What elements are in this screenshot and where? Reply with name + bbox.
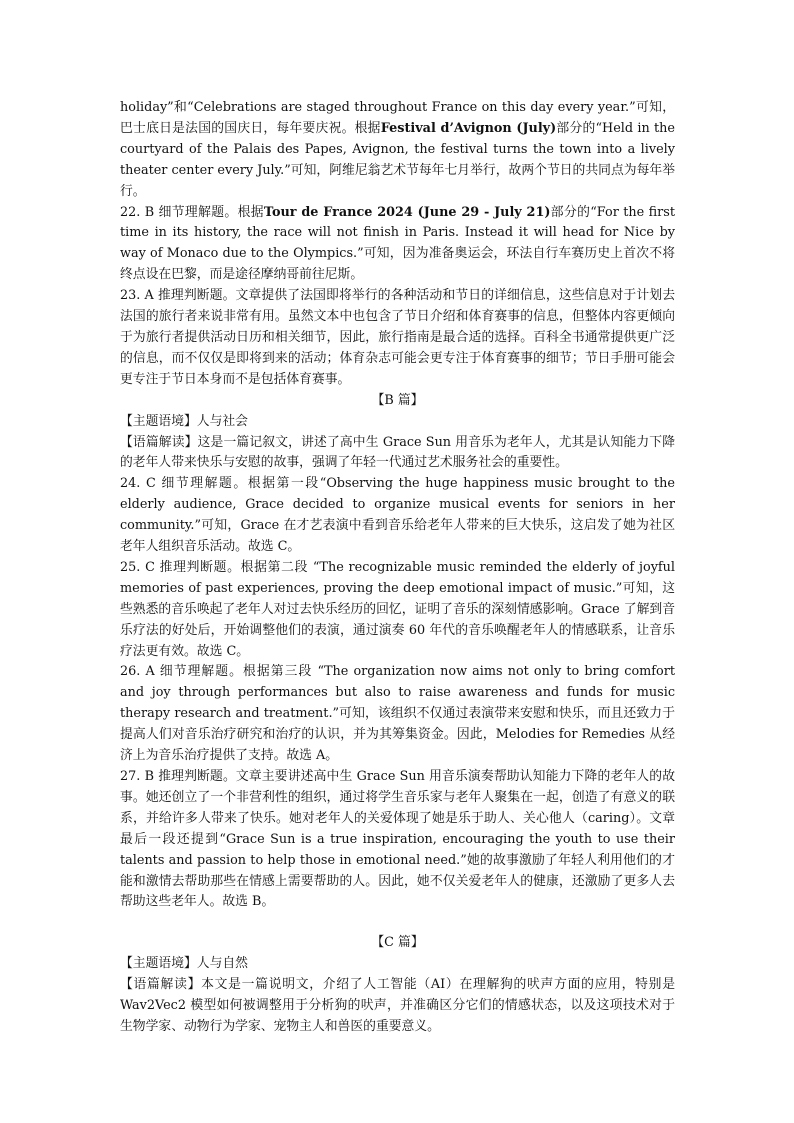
section-gap — [120, 913, 675, 933]
text-run: 【主题语境】人与社会 — [120, 413, 248, 429]
text-run: 部分的“For the first time in its history, the race will not finish in Paris. Instead it will head for Nice by way of Monaco due to the Olympics.”可知，因为准备奥运会，环法自行车赛历史上首次不将终点设在巴黎，而是途径摩纳哥前往尼斯。 — [120, 204, 675, 283]
paragraph — [120, 203, 675, 287]
paragraph — [120, 474, 675, 558]
paragraph — [120, 975, 675, 1038]
text-run: 25. C 推理判断题。根据第二段 “The recognizable music reminded the elderly of joyful memories of past experiences, proving the deep emotional impact of music.”可知，这些熟悉的音乐唤起了老年人对过去快乐经历的回忆，证明了音乐的深刻情感影响。Grace 了解到音乐疗法的好处后，开始调整他们的表演，通过演奏 60 年代的音乐唤醒老年人的情感联系，让音乐疗法更有效。故选 C。 — [120, 559, 675, 659]
text-run: 23. A 推理判断题。文章提供了法国即将举行的各种活动和节日的详细信息，这些信息对于计划去法国的旅行者来说非常有用。虽然文本中也包含了节日介绍和体育赛事的信息，但整体内容更倾向于为旅行者提供活动日历和相关细节，因此，旅行指南是最合适的选择。百科全书通常提供更广泛的信息，而不仅仅是即将到来的活动；体育杂志可能会更专注于体育赛事的细节；节日手册可能会更专注于节日本身而不是包括体育赛事。 — [120, 288, 675, 387]
section-heading — [120, 391, 675, 412]
text-run: 26. A 细节理解题。根据第三段 “The organization now aims not only to bring comfort and joy through performances but also to raise awareness and funds for music therapy research and treatment.”可知，该组织不仅通过表演带来安慰和快乐，而且还致力于提高人们对音乐治疗研究和治疗的认识，并为其筹集资金。因此，Melodies for Remedies 从经济上为音乐治疗提供了支持。故选 A。 — [120, 664, 675, 764]
paragraph — [120, 767, 675, 913]
paragraph — [120, 662, 675, 767]
text-run: 【B 篇】 — [371, 392, 424, 408]
text-run: 【语篇解读】本文是一篇说明文，介绍了人工智能（AI）在理解狗的吠声方面的应用，特别是 Wav2Vec2 模型如何被调整用于分析狗的吠声，并准确区分它们的情感状态，以及这项技术对于生物学家、动物行为学家、宠物主人和兽医的重要意义。 — [120, 977, 675, 1034]
text-run: 【主题语境】人与自然 — [120, 956, 248, 972]
text-run: 【语篇解读】这是一篇记叙文，讲述了高中生 Grace Sun 用音乐为老年人，尤其是认知能力下降的老年人带来快乐与安慰的故事，强调了年轻一代通过艺术服务社会的重要性。 — [120, 434, 675, 471]
text-run: 部分的“Held in the courtyard of the Palais des Papes, Avignon, the festival turns the town into a lively theater center every July.”可知，阿维尼翁艺术节每年七月举行，故两个节日的共同点为每年举行。 — [120, 120, 675, 199]
document-page — [120, 98, 675, 1038]
text-run: holiday”和“Celebrations are staged throughout France on this day every year.”可知，巴士底日是法国的国庆日，每年要庆祝。根据 — [120, 100, 675, 136]
paragraph — [120, 433, 675, 475]
text-run: 27. B 推理判断题。文章主要讲述高中生 Grace Sun 用音乐演奏帮助认知能力下降的老年人的故事。她还创立了一个非营利性的组织，通过将学生音乐家与老年人聚集在一起，创造了有意义的联系，并给许多人带来了快乐。她对老年人的关爱体现了她是乐于助人、关心他人（caring）。文章最后一段还提到“Grace Sun is a true inspiration, encouraging the youth to use their talents and passion to help those in emotional need.”她的故事激励了年轻人利用他们的才能和激情去帮助那些在情感上需要帮助的人。因此，她不仅关爱老年人的健康，还激励了更多人去帮助这些老年人。故选 B。 — [120, 769, 675, 910]
paragraph — [120, 98, 675, 203]
text-run: 【C 篇】 — [371, 935, 424, 951]
paragraph — [120, 412, 675, 433]
text-run: 22. B 细节理解题。根据 — [120, 204, 264, 220]
bold-run: Festival d’Avignon (July) — [380, 120, 557, 136]
paragraph — [120, 558, 675, 663]
bold-run: Tour de France 2024 (June 29 - July 21) — [263, 204, 551, 220]
paragraph — [120, 286, 675, 391]
text-run: 24. C 细节理解题。根据第一段“Observing the huge happiness music brought to the elderly audience, Grace decided to organize musical events for seniors in her community.”可知，Grace 在才艺表演中看到音乐给老年人带来的巨大快乐，这启发了她为社区老年人组织音乐活动。故选 C。 — [120, 476, 675, 555]
paragraph — [120, 954, 675, 975]
section-heading — [120, 933, 675, 954]
